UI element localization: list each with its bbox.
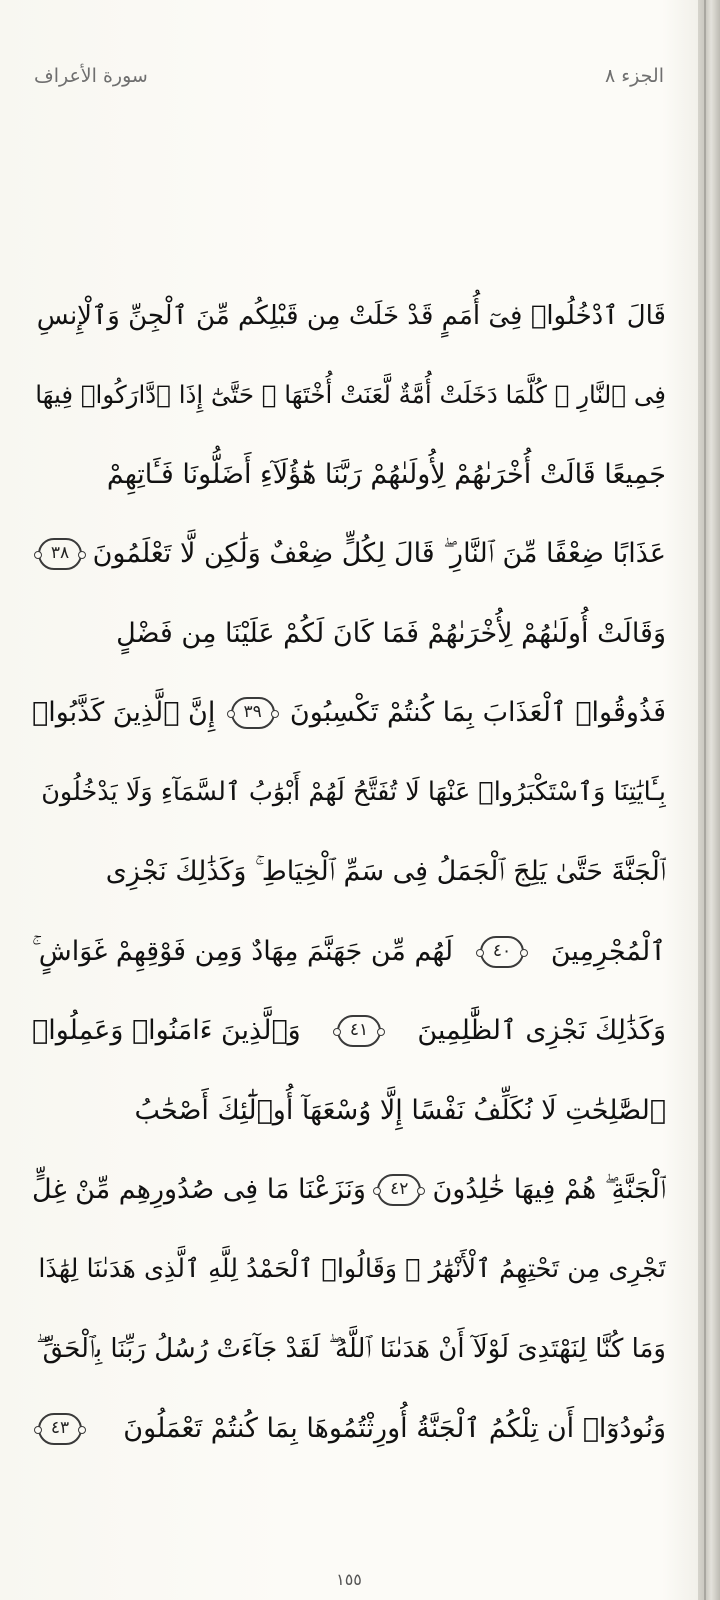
spine-edge-line	[704, 0, 706, 1600]
text-line	[32, 515, 666, 595]
page-header	[34, 58, 664, 94]
verse-text: ٱلْجَنَّةَ حَتَّىٰ يَلِجَ ٱلْجَمَلُ فِى سَمِّ ٱلْخِيَاطِ ۚ وَكَذَٰلِكَ نَجْزِى	[105, 856, 666, 888]
juz-label: الجزء ٨	[604, 65, 664, 87]
ayah-number-marker: ٤٠	[480, 936, 524, 968]
ayah-number-marker: ٤٣	[38, 1413, 82, 1445]
text-line	[32, 753, 666, 833]
text-line	[32, 1310, 666, 1390]
verse-text: ٱلْجَنَّةِ ۖ هُمْ فِيهَا خَٰلِدُونَ	[432, 1174, 666, 1206]
verse-text: وَقَالَتْ أُولَىٰهُمْ لِأُخْرَىٰهُمْ فَمَا كَانَ لَكُمْ عَلَيْنَا مِن فَضْلٍ	[116, 617, 666, 649]
text-line	[32, 912, 666, 992]
verse-text: تَجْرِى مِن تَحْتِهِمُ ٱلْأَنْهَٰرُ ۖ وَقَالُوا۟ ٱلْحَمْدُ لِلَّهِ ٱلَّذِى هَدَىٰنَا لِهَٰذَا	[38, 1253, 666, 1284]
page-number: ١٥٥	[336, 1570, 362, 1589]
text-line	[32, 1389, 666, 1469]
text-line	[32, 594, 666, 674]
page-spine	[698, 0, 720, 1600]
ayah-number-marker: ٣٨	[38, 538, 82, 570]
text-line	[32, 1071, 666, 1151]
verse-text: ٱلْمُجْرِمِينَ	[550, 935, 666, 967]
verse-text: وَٱلَّذِينَ ءَامَنُوا۟ وَعَمِلُوا۟	[32, 1015, 301, 1047]
text-line	[32, 1151, 666, 1231]
verse-text: إِنَّ ٱلَّذِينَ كَذَّبُوا۟	[32, 697, 216, 729]
surah-name: سورة الأعراف	[34, 65, 148, 87]
quran-text-block	[32, 276, 666, 1469]
verse-text: فِى ٱلنَّارِ ۖ كُلَّمَا دَخَلَتْ أُمَّةٌ لَّعَنَتْ أُخْتَهَا ۖ حَتَّىٰٓ إِذَا ٱدَّارَكُوا۟ فِيهَا	[35, 380, 666, 410]
verse-text: وَكَذَٰلِكَ نَجْزِى ٱلظَّٰلِمِينَ	[417, 1015, 666, 1047]
verse-text: قَالَ ٱدْخُلُوا۟ فِىٓ أُمَمٍ قَدْ خَلَتْ مِن قَبْلِكُم مِّنَ ٱلْجِنِّ وَٱلْإِنسِ	[36, 300, 666, 331]
text-line	[32, 1230, 666, 1310]
verse-text: جَمِيعًا قَالَتْ أُخْرَىٰهُمْ لِأُولَىٰهُمْ رَبَّنَا هَٰٓؤُلَآءِ أَضَلُّونَا فَـَٔاتِهِمْ	[106, 458, 666, 490]
text-line	[32, 674, 666, 754]
verse-text: فَذُوقُوا۟ ٱلْعَذَابَ بِمَا كُنتُمْ تَكْسِبُونَ	[289, 697, 666, 729]
text-line	[32, 435, 666, 515]
text-line	[32, 276, 666, 356]
verse-text: لَهُم مِّن جَهَنَّمَ مِهَادٌ وَمِن فَوْقِهِمْ غَوَاشٍ ۚ	[32, 935, 454, 967]
text-line	[32, 833, 666, 913]
verse-text: ٱلصَّٰلِحَٰتِ لَا نُكَلِّفُ نَفْسًا إِلَّا وُسْعَهَآ أُو۟لَٰٓئِكَ أَصْحَٰبُ	[134, 1094, 666, 1126]
ayah-number-marker: ٤١	[337, 1015, 381, 1047]
verse-text: وَمَا كُنَّا لِنَهْتَدِىَ لَوْلَآ أَنْ هَدَىٰنَا ٱللَّهُ ۖ لَقَدْ جَآءَتْ رُسُلُ رَبِّنَا بِٱلْحَقِّ ۖ	[36, 1334, 666, 1365]
verse-text: بِـَٔايَٰتِنَا وَٱسْتَكْبَرُوا۟ عَنْهَا لَا تُفَتَّحُ لَهُمْ أَبْوَٰبُ ٱلسَّمَآءِ وَلَا يَدْخُلُونَ	[41, 776, 666, 807]
ayah-number-marker: ٣٩	[231, 697, 275, 729]
verse-text: عَذَابًا ضِعْفًا مِّنَ ٱلنَّارِ ۖ قَالَ لِكُلٍّ ضِعْفٌ وَلَٰكِن لَّا تَعْلَمُونَ	[92, 538, 666, 570]
ayah-number-marker: ٤٢	[377, 1174, 421, 1206]
text-line	[32, 992, 666, 1072]
text-line	[32, 356, 666, 436]
verse-text: وَنَزَعْنَا مَا فِى صُدُورِهِم مِّنْ غِلٍّ	[32, 1174, 366, 1206]
verse-text: وَنُودُوٓا۟ أَن تِلْكُمُ ٱلْجَنَّةُ أُورِثْتُمُوهَا بِمَا كُنتُمْ تَعْمَلُونَ	[123, 1412, 666, 1444]
